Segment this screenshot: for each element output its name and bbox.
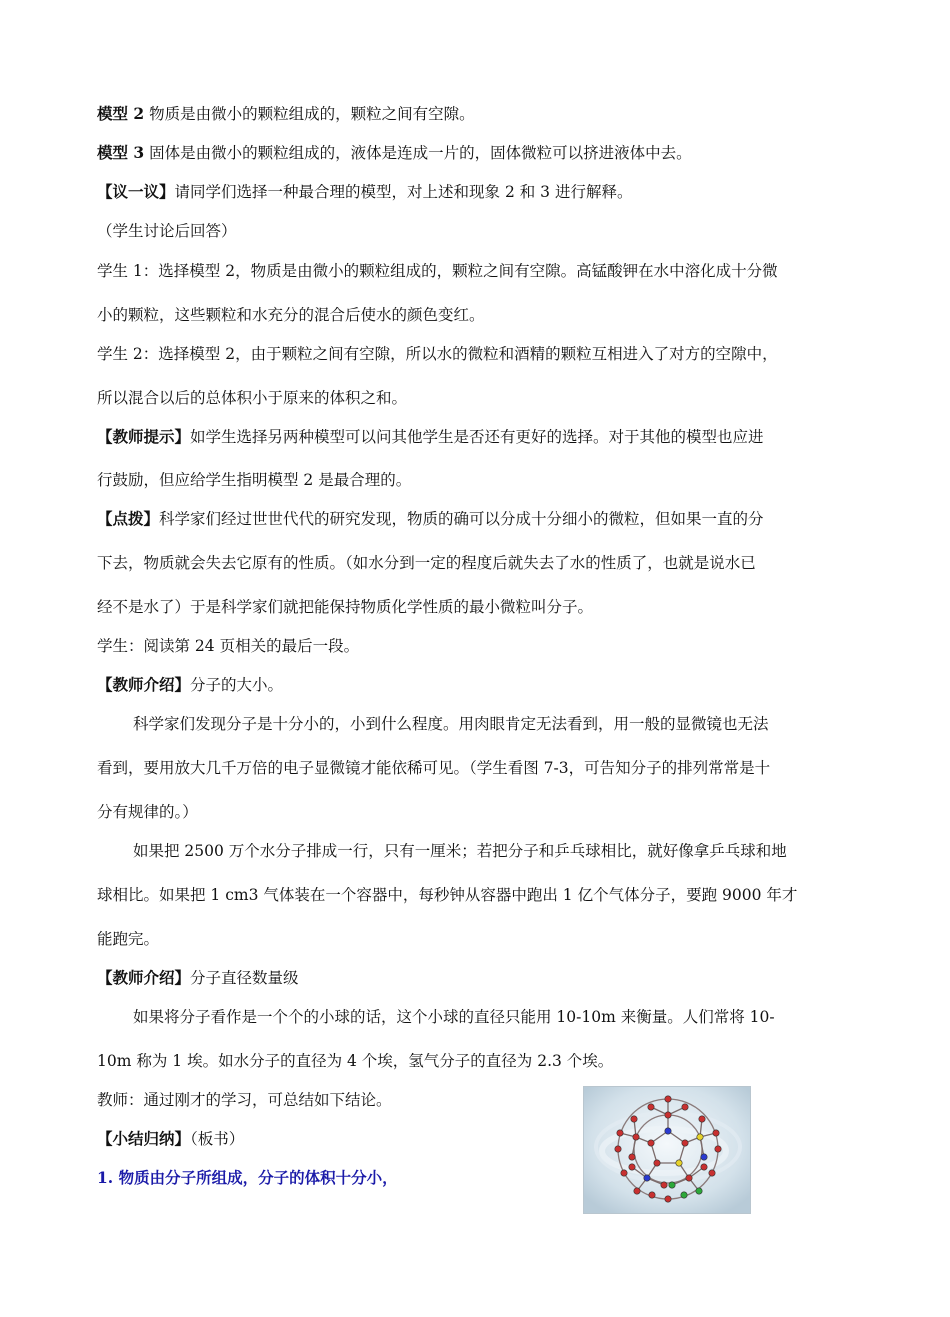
model-3-label: 模型 3 [97,143,145,162]
guidance-text: 科学家们经过世世代代的研究发现，物质的确可以分成十分细小的微粒，但如果一直的分 [159,510,764,528]
paragraph-student-2-line-2: 所以混合以后的总体积小于原来的体积之和。 [97,389,408,407]
paragraph-size-line-1: 科学家们发现分子是十分小的，小到什么程度。用肉眼肯定无法看到，用一般的显微镜也无法 [133,715,769,733]
paragraph-discuss [97,182,632,202]
teacher-intro-text: 分子的大小。 [190,676,284,694]
paragraph-teacher-hint-line-2: 行鼓励，但应给学生指明模型 2 是最合理的。 [97,471,412,489]
paragraph-model-3 [97,143,692,163]
paragraph-size-line-2: 看到，要用放大几千万倍的电子显微镜才能依稀可见。（学生看图 7-3，可告知分子的排列常常是十 [97,759,771,777]
paragraph-student-reading: 学生：阅读第 24 页相关的最后一段。 [97,637,360,655]
paragraph-student-1-line-1: 学生 1：选择模型 2，物质是由微小的颗粒组成的，颗粒之间有空隙。高锰酸钾在水中溶化成十分微 [97,262,778,280]
discuss-label: 【议一议】 [97,182,175,201]
paragraph-teacher-conclusion: 教师：通过刚才的学习，可总结如下结论。 [97,1091,392,1109]
paragraph-student-1-line-2: 小的颗粒，这些颗粒和水充分的混合后使水的颜色变红。 [97,306,485,324]
paragraph-size-line-3: 分有规律的。） [97,803,198,821]
summary-text: （板书） [190,1130,245,1148]
paragraph-guidance-line-2: 下去，物质就会失去它原有的性质。（如水分到一定的程度后就失去了水的性质了，也就是说水已 [97,554,756,572]
paragraph-teacher-intro-diameter [97,968,299,988]
summary-label: 【小结归纳】 [97,1129,191,1148]
paragraph-guidance-line-3: 经不是水了）于是科学家们就把能保持物质化学性质的最小微粒叫分子。 [97,598,594,616]
model-2-text: 物质是由微小的颗粒组成的，颗粒之间有空隙。 [144,105,475,123]
paragraph-water-line-1: 如果把 2500 万个水分子排成一行，只有一厘米；若把分子和乒乓球相比，就好像拿乒乓球和地 [133,842,787,860]
fullerene-icon [584,1087,750,1213]
paragraph-teacher-intro-size [97,675,283,695]
paragraph-diameter-line-1: 如果将分子看作是一个个的小球的话，这个小球的直径只能用 10-10m 来衡量。人们常将 10- [133,1008,775,1026]
model-3-text: 固体是由微小的颗粒组成的，液体是连成一片的，固体微粒可以挤进液体中去。 [144,144,692,162]
teacher-intro-label: 【教师介绍】 [97,675,191,694]
teacher-hint-label: 【教师提示】 [97,427,191,446]
guidance-label: 【点拨】 [97,509,160,528]
discuss-text: 请同学们选择一种最合理的模型，对上述和现象 2 和 3 进行解释。 [174,183,633,201]
paragraph-diameter-line-2: 10m 称为 1 埃。如水分子的直径为 4 个埃，氢气分子的直径为 2.3 个埃。 [97,1052,614,1070]
teacher-intro-diameter-text: 分子直径数量级 [190,969,299,987]
paragraph-student-2-line-1: 学生 2：选择模型 2，由于颗粒之间有空隙，所以水的微粒和酒精的颗粒互相进入了对方的空隙中， [97,345,778,363]
summary-point-1: 1. 物质由分子所组成，分子的体积十分小， [97,1168,398,1187]
paragraph-water-line-2: 球相比。如果把 1 cm3 气体装在一个容器中，每秒钟从容器中跑出 1 亿个气体分子，要跑 9000 年才 [97,886,798,904]
teacher-intro-diameter-label: 【教师介绍】 [97,968,191,987]
paragraph-teacher-hint [97,427,764,447]
teacher-hint-text: 如学生选择另两种模型可以问其他学生是否还有更好的选择。对于其他的模型也应进 [190,428,764,446]
paragraph-guidance [97,509,764,529]
paragraph-summary [97,1129,244,1149]
paragraph-student-discussion: （学生讨论后回答） [97,222,237,240]
model-2-label: 模型 2 [97,104,145,123]
fullerene-molecule-image [583,1086,751,1214]
paragraph-model-2 [97,104,475,124]
paragraph-water-line-3: 能跑完。 [97,930,160,948]
